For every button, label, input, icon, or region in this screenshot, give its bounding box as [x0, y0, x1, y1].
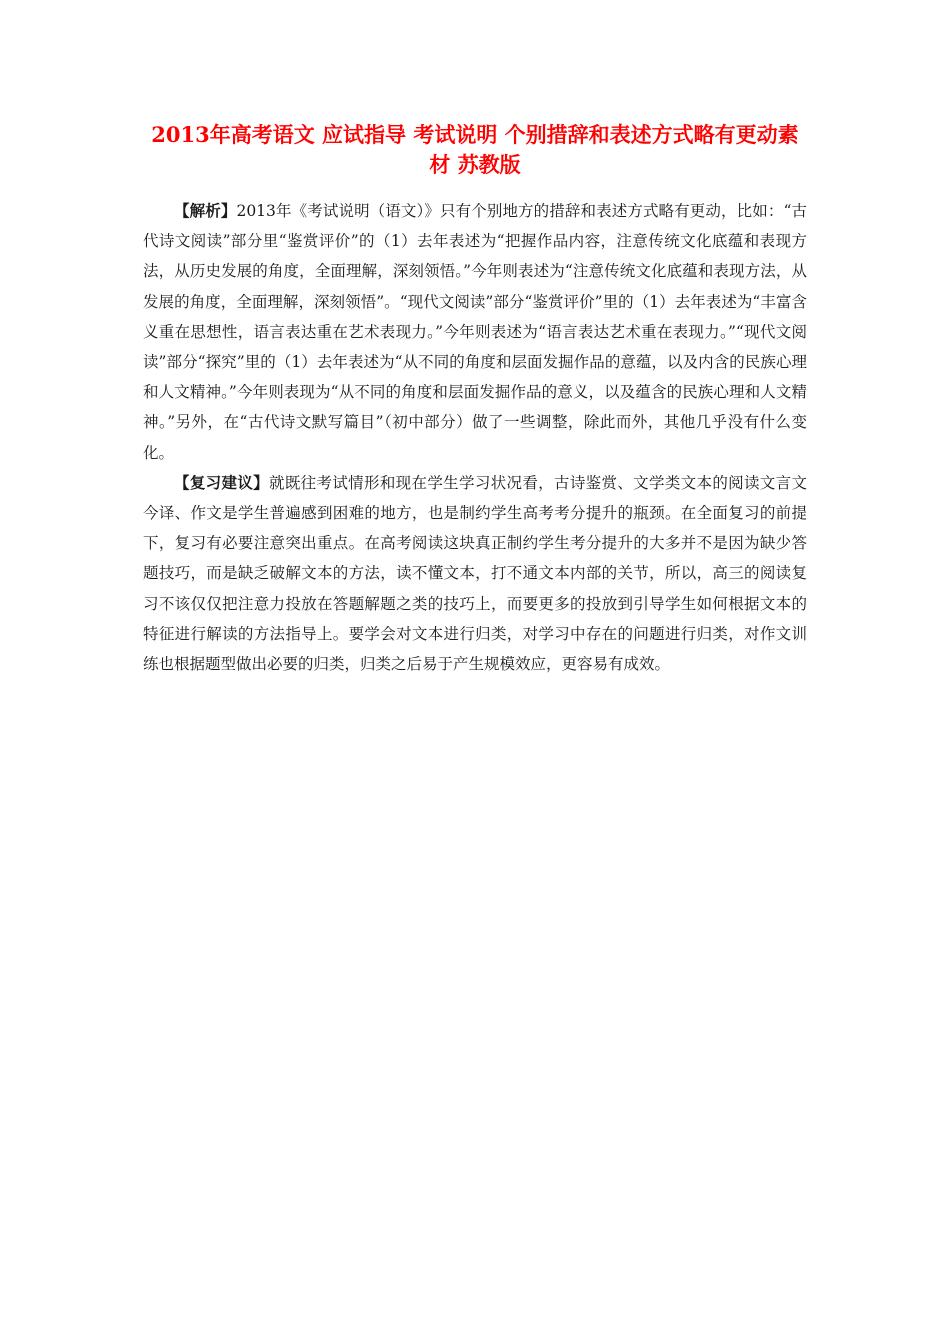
document-title: 2013年高考语文 应试指导 考试说明 个别措辞和表述方式略有更动素材 苏教版	[151, 122, 799, 177]
paragraph-review-advice	[143, 468, 807, 679]
paragraph-text-review-advice: 就既往考试情形和现在学生学习状况看，古诗鉴赏、文学类文本的阅读文言文今译、作文是学生普遍感到困难的地方，也是制约学生高考考分提升的瓶颈。在全面复习的前提下，复习有必要注意突出重点。在高考阅读这块真正制约学生考分提升的大多并不是因为缺少答题技巧，而是缺乏破解文本的方法，读不懂文本，打不通文本内部的关节，所以，高三的阅读复习不该仅仅把注意力投放在答题解题之类的技巧上，而要更多的投放到引导学生如何根据文本的特征进行解读的方法指导上。要学会对文本进行归类，对学习中存在的问题进行归类，对作文训练也根据题型做出必要的归类，归类之后易于产生规模效应，更容易有成效。	[143, 473, 807, 674]
document-body	[143, 196, 807, 679]
paragraph-analysis	[143, 196, 807, 468]
paragraph-tag-review-advice: 【复习建议】	[174, 472, 269, 492]
paragraph-tag-analysis: 【解析】	[174, 201, 237, 220]
paragraph-text-analysis: 2013年《考试说明（语文）》只有个别地方的措辞和表述方式略有更动，比如：“古代诗文阅读”部分里“鉴赏评价”的（1）去年表述为“把握作品内容，注意传统文化底蕴和表现方法，从历史发展的角度，全面理解，深刻领悟。”今年则表述为“注意传统文化底蕴和表现方法，从发展的角度，全面理解，深刻领悟”。“现代文阅读”部分“鉴赏评价”里的（1）去年表述为“丰富含义重在思想性，语言表达重在艺术表现力。”今年则表述为“语言表达艺术重在表现力。”“现代文阅读”部分“探究”里的（1）去年表述为“从不同的角度和层面发掘作品的意蕴，以及内含的民族心理和人文精神。”今年则表现为“从不同的角度和层面发掘作品的意义，以及蕴含的民族心理和人文精神。”另外，在“古代诗文默写篇目”（初中部分）做了一些调整，除此而外，其他几乎没有什么变化。	[143, 202, 807, 462]
